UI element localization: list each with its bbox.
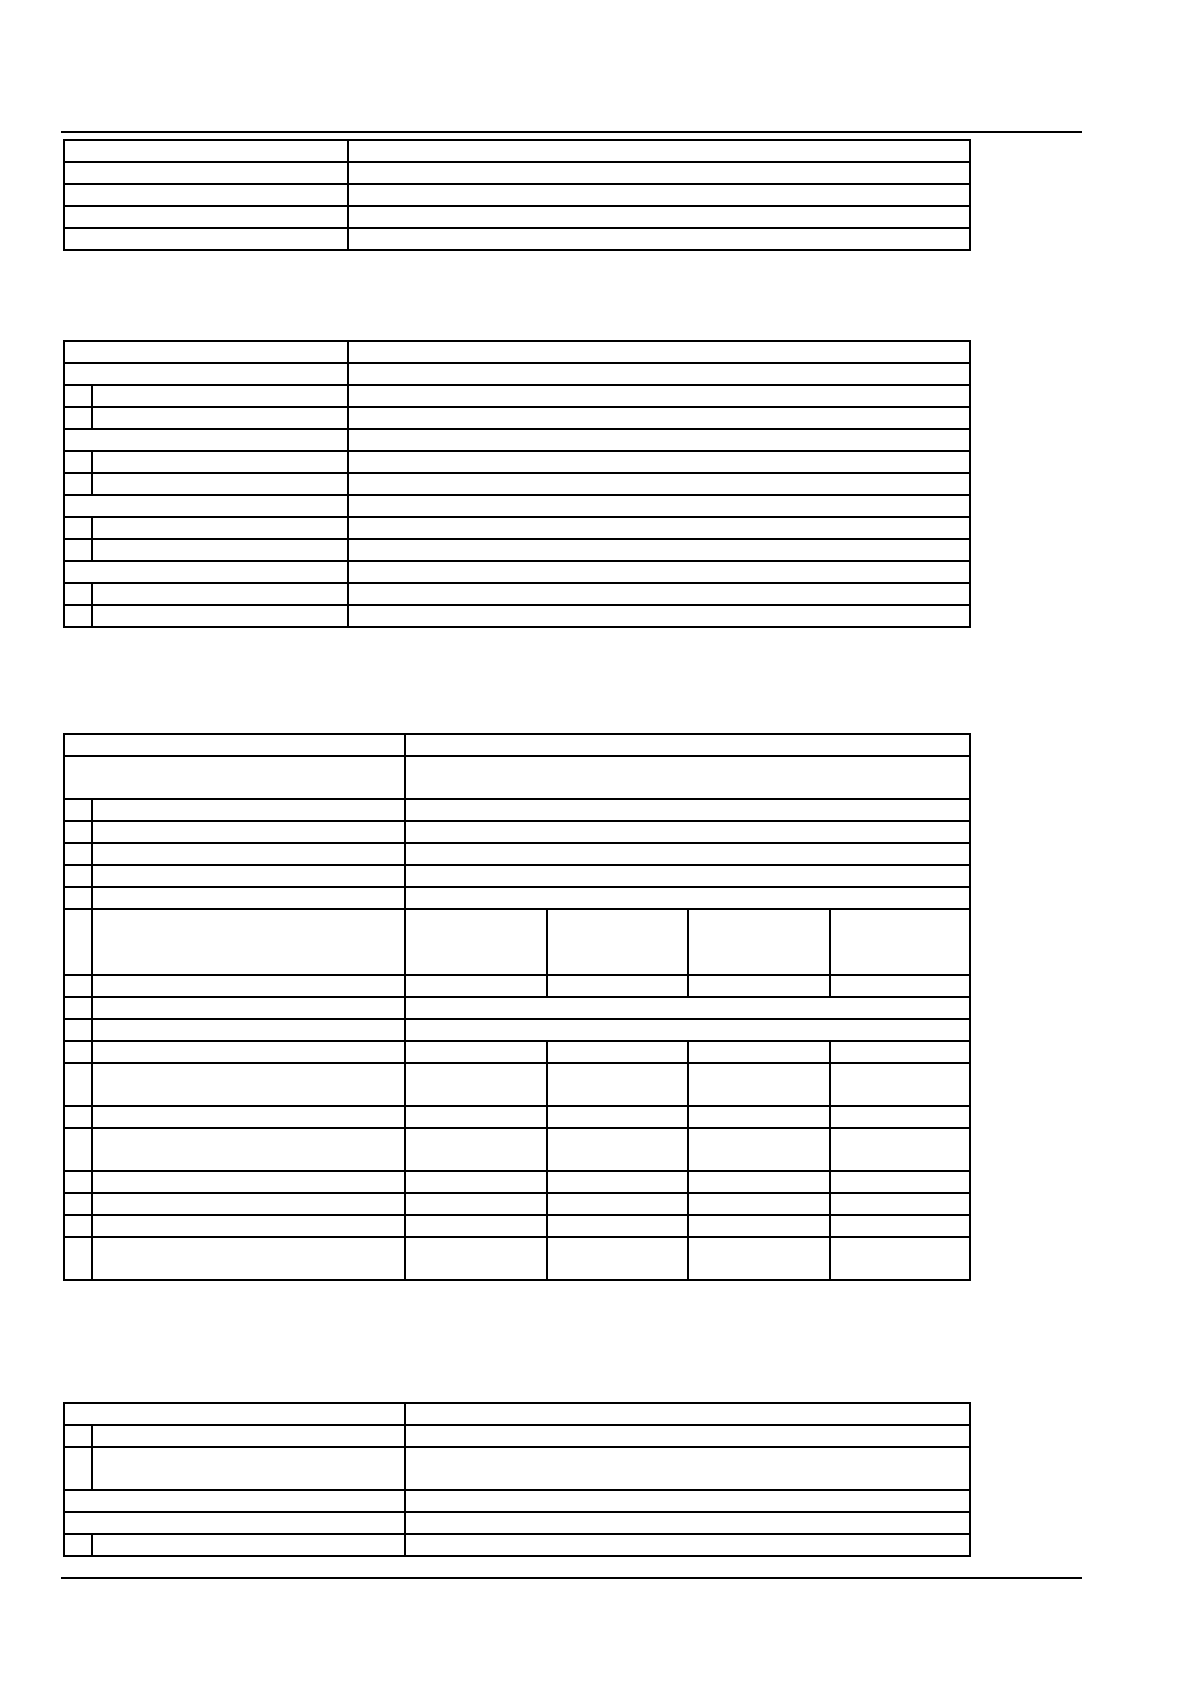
table-cell bbox=[348, 228, 970, 250]
row-number-cell bbox=[64, 821, 92, 843]
table-cell bbox=[688, 1237, 830, 1280]
table-cell bbox=[405, 1193, 547, 1215]
table-cell bbox=[547, 1063, 688, 1106]
table-row bbox=[64, 1041, 970, 1063]
table-cell bbox=[830, 1063, 970, 1106]
table-cell bbox=[64, 1403, 405, 1425]
table-cell bbox=[92, 473, 348, 495]
table-cell bbox=[405, 843, 970, 865]
table-cell bbox=[688, 1171, 830, 1193]
table-row bbox=[64, 583, 970, 605]
table-cell bbox=[348, 539, 970, 561]
table-row bbox=[64, 1490, 970, 1512]
table-cell bbox=[688, 1215, 830, 1237]
table-cell bbox=[688, 1041, 830, 1063]
table-cell bbox=[348, 451, 970, 473]
row-number-cell bbox=[64, 909, 92, 975]
table-row bbox=[64, 1193, 970, 1215]
table-cell bbox=[830, 975, 970, 997]
row-number-cell bbox=[64, 843, 92, 865]
table-cell bbox=[405, 1237, 547, 1280]
table-cell bbox=[405, 887, 970, 909]
table-cell bbox=[405, 821, 970, 843]
table-row bbox=[64, 756, 970, 799]
table-cell bbox=[348, 363, 970, 385]
table-3 bbox=[63, 733, 971, 1281]
table-2 bbox=[63, 340, 971, 628]
row-number-cell bbox=[64, 473, 92, 495]
table-cell bbox=[405, 975, 547, 997]
table-cell bbox=[547, 1041, 688, 1063]
row-number-cell bbox=[64, 865, 92, 887]
table-row bbox=[64, 865, 970, 887]
table-cell bbox=[348, 162, 970, 184]
table-cell bbox=[348, 407, 970, 429]
row-number-cell bbox=[64, 997, 92, 1019]
table-cell bbox=[64, 734, 405, 756]
table-cell bbox=[348, 140, 970, 162]
row-number-cell bbox=[64, 1128, 92, 1171]
table-row bbox=[64, 407, 970, 429]
table-cell bbox=[348, 605, 970, 627]
table-cell bbox=[405, 909, 547, 975]
table-cell bbox=[348, 385, 970, 407]
table-cell bbox=[405, 1128, 547, 1171]
row-number-cell bbox=[64, 605, 92, 627]
table-cell bbox=[92, 1215, 405, 1237]
table-cell bbox=[547, 1215, 688, 1237]
table-cell bbox=[348, 561, 970, 583]
table-cell bbox=[92, 385, 348, 407]
table-row bbox=[64, 1512, 970, 1534]
row-number-cell bbox=[64, 1193, 92, 1215]
table-row bbox=[64, 429, 970, 451]
table-cell bbox=[348, 583, 970, 605]
table-row bbox=[64, 1534, 970, 1556]
table-cell bbox=[92, 1171, 405, 1193]
table-cell bbox=[405, 1063, 547, 1106]
table-cell bbox=[830, 1128, 970, 1171]
table-cell bbox=[547, 975, 688, 997]
table-cell bbox=[92, 975, 405, 997]
table-cell bbox=[64, 561, 348, 583]
table-cell bbox=[405, 799, 970, 821]
table-row bbox=[64, 385, 970, 407]
table-cell bbox=[830, 1106, 970, 1128]
table-cell bbox=[92, 451, 348, 473]
table-cell bbox=[92, 583, 348, 605]
table-cell bbox=[92, 843, 405, 865]
table-row bbox=[64, 539, 970, 561]
table-cell bbox=[830, 1171, 970, 1193]
table-cell bbox=[405, 1447, 970, 1490]
row-number-cell bbox=[64, 1171, 92, 1193]
table-cell bbox=[348, 473, 970, 495]
table-cell bbox=[405, 756, 970, 799]
row-number-cell bbox=[64, 1237, 92, 1280]
table-cell bbox=[64, 429, 348, 451]
table-row bbox=[64, 473, 970, 495]
table-cell bbox=[92, 1063, 405, 1106]
table-row bbox=[64, 734, 970, 756]
table-row bbox=[64, 341, 970, 363]
table-cell bbox=[405, 1215, 547, 1237]
table-cell bbox=[830, 1193, 970, 1215]
table-cell bbox=[830, 1237, 970, 1280]
table-cell bbox=[547, 1106, 688, 1128]
table-row bbox=[64, 363, 970, 385]
table-cell bbox=[348, 517, 970, 539]
table-cell bbox=[830, 909, 970, 975]
row-number-cell bbox=[64, 539, 92, 561]
row-number-cell bbox=[64, 799, 92, 821]
table-row bbox=[64, 517, 970, 539]
table-cell bbox=[405, 1171, 547, 1193]
table-cell bbox=[64, 162, 348, 184]
table-cell bbox=[92, 1447, 405, 1490]
table-cell bbox=[405, 1019, 970, 1041]
row-number-cell bbox=[64, 1063, 92, 1106]
table-cell bbox=[405, 1512, 970, 1534]
table-row bbox=[64, 821, 970, 843]
table-row bbox=[64, 1403, 970, 1425]
table-cell bbox=[92, 1425, 405, 1447]
table-row bbox=[64, 1447, 970, 1490]
table-cell bbox=[92, 1106, 405, 1128]
table-cell bbox=[348, 184, 970, 206]
table-row bbox=[64, 1063, 970, 1106]
row-number-cell bbox=[64, 451, 92, 473]
table-cell bbox=[405, 865, 970, 887]
table-row bbox=[64, 495, 970, 517]
table-row bbox=[64, 561, 970, 583]
table-cell bbox=[64, 1512, 405, 1534]
table-row bbox=[64, 162, 970, 184]
table-cell bbox=[688, 1063, 830, 1106]
table-cell bbox=[348, 429, 970, 451]
table-row bbox=[64, 184, 970, 206]
table-row bbox=[64, 228, 970, 250]
table-cell bbox=[688, 1106, 830, 1128]
table-row bbox=[64, 909, 970, 975]
table-row bbox=[64, 799, 970, 821]
table-cell bbox=[64, 228, 348, 250]
table-4 bbox=[63, 1402, 971, 1557]
table-cell bbox=[348, 206, 970, 228]
bottom-rule bbox=[61, 1577, 1082, 1579]
table-row bbox=[64, 206, 970, 228]
row-number-cell bbox=[64, 1447, 92, 1490]
row-number-cell bbox=[64, 385, 92, 407]
table-cell bbox=[348, 341, 970, 363]
table-cell bbox=[64, 1490, 405, 1512]
table-cell bbox=[348, 495, 970, 517]
table-cell bbox=[92, 1237, 405, 1280]
row-number-cell bbox=[64, 583, 92, 605]
table-cell bbox=[547, 909, 688, 975]
table-cell bbox=[547, 1237, 688, 1280]
table-row bbox=[64, 140, 970, 162]
row-number-cell bbox=[64, 1534, 92, 1556]
table-cell bbox=[92, 407, 348, 429]
table-cell bbox=[547, 1128, 688, 1171]
row-number-cell bbox=[64, 1106, 92, 1128]
table-cell bbox=[688, 909, 830, 975]
table-row bbox=[64, 1171, 970, 1193]
table-1 bbox=[63, 139, 971, 251]
table-row bbox=[64, 1106, 970, 1128]
top-rule bbox=[61, 131, 1082, 133]
table-cell bbox=[64, 341, 348, 363]
table-cell bbox=[405, 1490, 970, 1512]
row-number-cell bbox=[64, 517, 92, 539]
row-number-cell bbox=[64, 1041, 92, 1063]
table-row bbox=[64, 975, 970, 997]
table-row bbox=[64, 1425, 970, 1447]
table-cell bbox=[92, 1128, 405, 1171]
table-cell bbox=[92, 605, 348, 627]
table-cell bbox=[830, 1215, 970, 1237]
table-cell bbox=[64, 184, 348, 206]
table-cell bbox=[92, 539, 348, 561]
table-row bbox=[64, 451, 970, 473]
table-cell bbox=[830, 1041, 970, 1063]
table-row bbox=[64, 843, 970, 865]
table-cell bbox=[688, 1128, 830, 1171]
table-cell bbox=[92, 821, 405, 843]
table-cell bbox=[92, 517, 348, 539]
table-cell bbox=[64, 206, 348, 228]
table-row bbox=[64, 887, 970, 909]
row-number-cell bbox=[64, 975, 92, 997]
table-cell bbox=[547, 1193, 688, 1215]
row-number-cell bbox=[64, 1215, 92, 1237]
table-cell bbox=[92, 799, 405, 821]
table-cell bbox=[92, 865, 405, 887]
table-cell bbox=[405, 997, 970, 1019]
table-cell bbox=[64, 495, 348, 517]
row-number-cell bbox=[64, 1425, 92, 1447]
table-cell bbox=[92, 1193, 405, 1215]
table-cell bbox=[92, 887, 405, 909]
table-cell bbox=[688, 1193, 830, 1215]
table-row bbox=[64, 997, 970, 1019]
table-row bbox=[64, 1215, 970, 1237]
table-cell bbox=[64, 363, 348, 385]
table-cell bbox=[405, 1403, 970, 1425]
table-cell bbox=[547, 1171, 688, 1193]
table-cell bbox=[64, 140, 348, 162]
table-row bbox=[64, 1128, 970, 1171]
table-cell bbox=[405, 1106, 547, 1128]
table-cell bbox=[92, 997, 405, 1019]
table-cell bbox=[688, 975, 830, 997]
table-row bbox=[64, 1019, 970, 1041]
table-cell bbox=[405, 1425, 970, 1447]
table-cell bbox=[92, 1041, 405, 1063]
table-cell bbox=[92, 1019, 405, 1041]
table-row bbox=[64, 605, 970, 627]
row-number-cell bbox=[64, 887, 92, 909]
row-number-cell bbox=[64, 407, 92, 429]
row-number-cell bbox=[64, 1019, 92, 1041]
table-cell bbox=[92, 1534, 405, 1556]
table-row bbox=[64, 1237, 970, 1280]
table-cell bbox=[64, 756, 405, 799]
table-cell bbox=[405, 1534, 970, 1556]
table-cell bbox=[92, 909, 405, 975]
table-cell bbox=[405, 734, 970, 756]
table-cell bbox=[405, 1041, 547, 1063]
